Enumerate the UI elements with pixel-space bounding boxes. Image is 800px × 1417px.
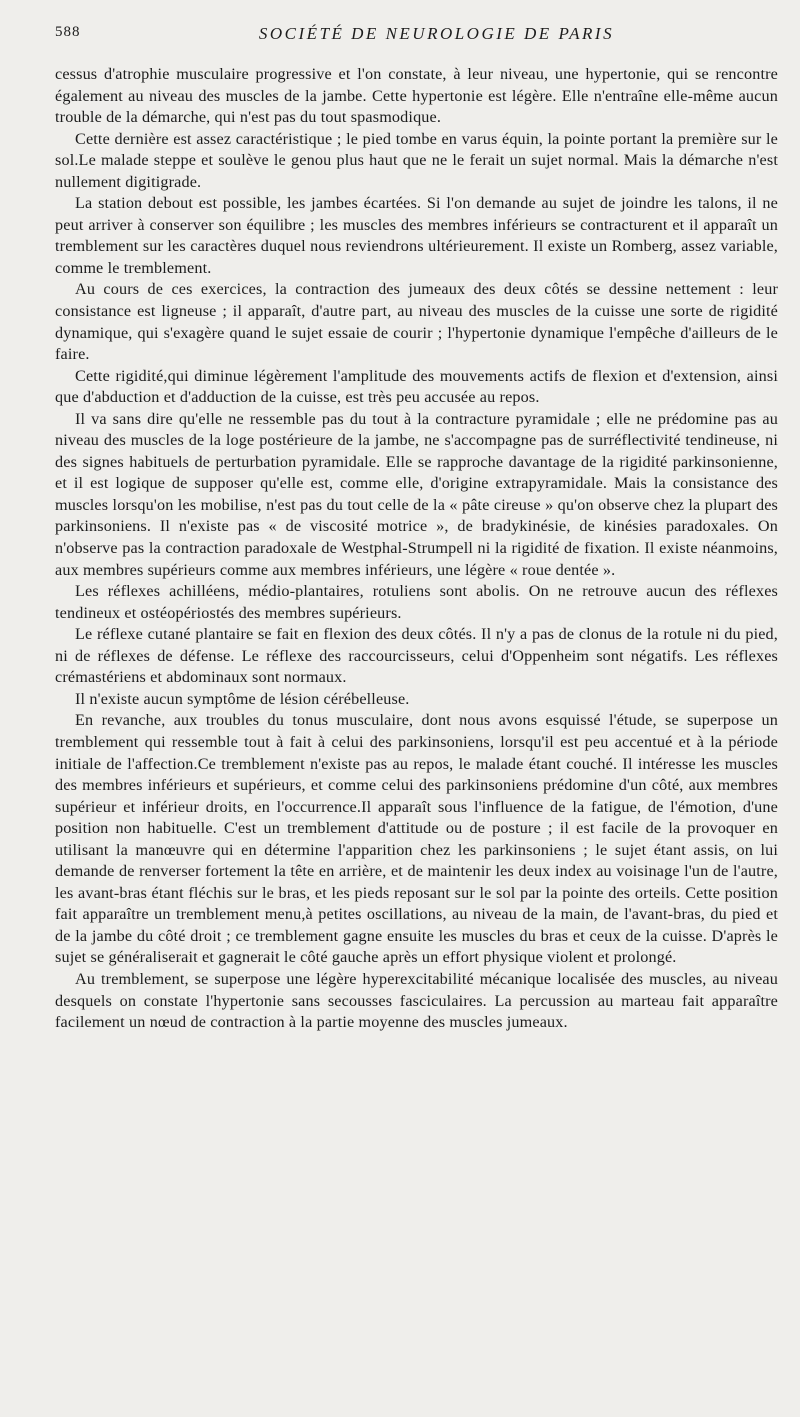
paragraph: La station debout est possible, les jambes écartées. Si l'on demande au sujet de joindre les talons, il ne peut arriver à conserver son équilibre ; les muscles des membres inférieurs se contracturent et il apparaît un tremblement sur les caractères duquel nous reviendrons ultérieurement. Il existe un Romberg, assez variable, comme le tremblement. bbox=[55, 194, 778, 277]
paragraph: Il n'existe aucun symptôme de lésion cérébelleuse. bbox=[75, 689, 410, 708]
paragraph: Au cours de ces exercices, la contraction des jumeaux des deux côtés se dessine nettement : leur consistance est ligneuse ; il apparaît, d'autre part, au niveau des muscles de la cuisse une sorte de rigidité dynamique, qui s'exagère quand le sujet essaie de courir ; l'hypertonie dynamique l'empêche d'ailleurs de le faire. bbox=[55, 280, 778, 364]
journal-title: SOCIÉTÉ DE NEUROLOGIE DE PARIS bbox=[258, 24, 615, 43]
page-number: 588 bbox=[55, 24, 81, 40]
paragraph: cessus d'atrophie musculaire progressive et l'on constate, à leur niveau, une hypertonie, qui se rencontre également au niveau des muscles de la jambe. Cette hypertonie est légère. Elle n'entraîne elle-même aucun trouble de la démarche, qui n'est pas du tout spasmodique. bbox=[55, 65, 778, 127]
paragraph: Les réflexes achilléens, médio-plantaires, rotuliens sont abolis. On ne retrouve aucun des réflexes tendineux et ostéopériostés des membres supérieurs. bbox=[55, 582, 778, 622]
paragraph: En revanche, aux troubles du tonus musculaire, dont nous avons esquissé l'étude, se superpose un tremblement qui ressemble tout à fait à celui des parkinsoniens, lorsqu'il est peu accentué et à la période initiale de l'affection.Ce tremblement n'existe pas au repos, le malade étant couché. Il intéresse les muscles des membres inférieurs et supérieurs, et comme celui des parkinsoniens prédomine d'un côté, aux membres supérieur et inférieur droits, en l'occurrence.Il apparaît sous l'influence de la fatigue, de l'émotion, d'une position non habituelle. C'est un tremblement d'attitude ou de posture ; il est facile de la provoquer en utilisant la manœuvre qui en détermine l'apparition chez les parkinsoniens ; le sujet étant assis, on lui demande de renverser fortement la tête en arrière, et de maintenir les deux index au voisinage l'un de l'autre, les avant-bras étant fléchis sur le bras, et les pieds reposant sur le sol par la pointe des orteils. Cette position fait apparaître un tremblement menu,à petites oscillations, au niveau de la main, de l'avant-bras, du pied et de la jambe du côté droit ; ce tremblement gagne ensuite les muscles du bras et ceux de la cuisse. D'après le sujet se généraliserait et gagnerait le côté gauche après un effort physique violent et prolongé. bbox=[55, 711, 778, 967]
paragraph: Au tremblement, se superpose une légère hyperexcitabilité mécanique localisée des muscles, au niveau desquels on constate l'hypertonie sans secousses fasciculaires. La percussion au marteau fait apparaître facilement un nœud de contraction à la partie moyenne des muscles jumeaux. bbox=[55, 969, 778, 1032]
paragraph: Il va sans dire qu'elle ne ressemble pas du tout à la contracture pyramidale ; elle ne prédomine pas au niveau des muscles de la loge postérieure de la jambe, ne s'accompagne pas de surréflectivité tendineuse, ni des signes habituels de perturbation pyramidale. Elle se rapproche davantage de la rigidité parkinsonienne, et il est logique de supposer qu'elle est, comme elle, d'origine extrapyramidale. Mais la consistance des muscles lorsqu'on les mobilise, n'est pas du tout celle de la « pâte cireuse » qu'on observe chez la plupart des parkinsoniens. Il n'existe pas « de viscosité motrice », de bradykinésie, de kinésies paradoxales. On n'observe pas la contraction paradoxale de Westphal-Strumpell ni la rigidité de fixation. Il existe néanmoins, aux membres supérieurs comme aux membres inférieurs, une légère « roue dentée ». bbox=[55, 409, 778, 579]
running-head bbox=[55, 24, 778, 50]
paragraph: Cette rigidité,qui diminue légèrement l'amplitude des mouvements actifs de flexion et d'extension, ainsi que d'abduction et d'adduction de la cuisse, est très peu accusée au repos. bbox=[55, 366, 778, 407]
paragraph: Cette dernière est assez caractéristique ; le pied tombe en varus équin, la pointe portant la première sur le sol.Le malade steppe et soulève le genou plus haut que ne le ferait un sujet normal. Mais la démarche n'est nullement digitigrade. bbox=[55, 129, 778, 191]
body-text bbox=[55, 64, 778, 1034]
paragraph: Le réflexe cutané plantaire se fait en flexion des deux côtés. Il n'y a pas de clonus de la rotule ni du pied, ni de réflexes de défense. Le réflexe des raccourcisseurs, celui d'Oppenheim sont négatifs. Les réflexes crémastériens et abdominaux sont normaux. bbox=[55, 625, 778, 687]
